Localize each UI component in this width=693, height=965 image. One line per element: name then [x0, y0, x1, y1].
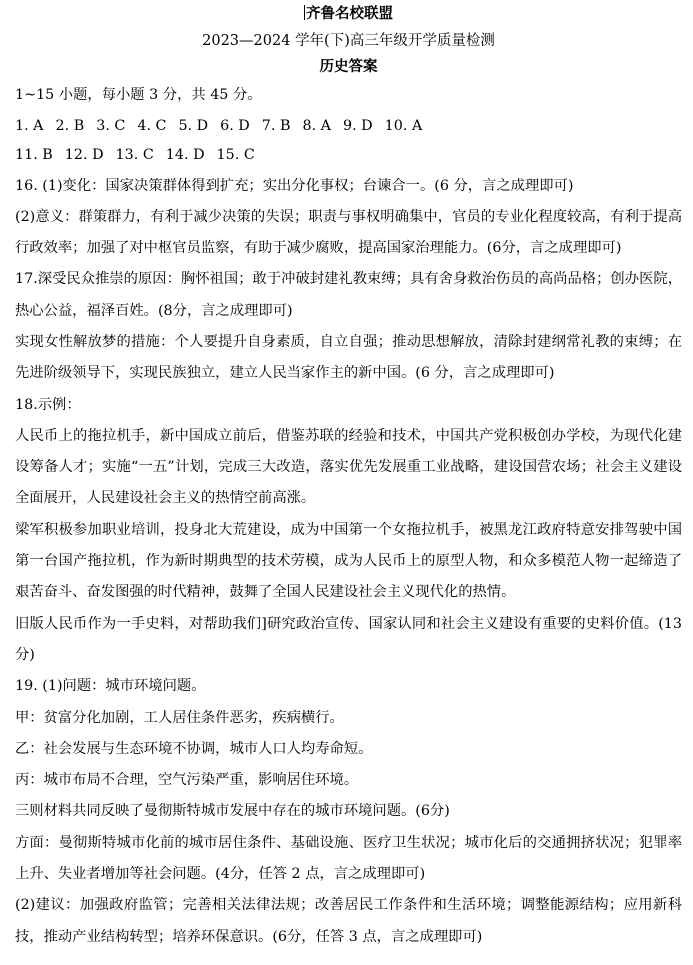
mc-answer: 1. A	[15, 117, 44, 134]
mc-answer: 10. A	[384, 117, 423, 134]
q18-paragraph-2: 梁军积极参加职业培训，投身北大荒建设，成为中国第一个女拖拉机手，被黑龙江政府特意安排驾驶中国第一台国产拖拉机，作为新时期典型的技术劳模，成为人民币上的原型人物，和众多模范人物一起缔造了艰苦奋斗、奋发图强的时代精神，鼓舞了全国人民建设社会主义现代化的热情。	[15, 521, 682, 601]
mc-answer: 13. C	[115, 147, 154, 163]
mc-answer: 11. B	[15, 147, 53, 163]
q18-paragraph-3: 旧版人民币作为一手史料，对帮助我们]研究政治宣传、国家认同和社会主义建设有重要的史料价值。(13分)	[15, 615, 682, 663]
q19-yi: 乙：社会发展与生态环境不协调，城市人口人均寿命短。	[15, 740, 373, 757]
q19-part2: (2)建议：加强政府监管；完善相关法律法规；改善居民工作条件和生活环境；调整能源结构；应用新科技，推动产业结构转型；培养环保意识。(6分，任答 3 点，言之成理即可)	[15, 897, 682, 945]
mc-answer: 7. B	[261, 117, 291, 134]
mc-answer: 14. D	[165, 147, 205, 163]
mc-answer: 3. C	[96, 117, 126, 134]
exam-title: 2023—2024 学年(下)高三年级开学质量检测	[202, 33, 495, 49]
q16-part2: (2)意义：群策群力，有利于减少决策的失误；职责与事权明确集中，官员的专业化程度较高，有利于提高行政效率；加强了对中枢官员监察，有助于减少腐败，提高国家治理能力。(6分，言之成理即可)	[15, 208, 682, 257]
subject-title: 历史答案	[319, 58, 378, 75]
mc-intro: 1~15 小题，每小题 3 分，共 45 分。	[15, 87, 262, 103]
q17-part2: 实现女性解放梦的措施：个人要提升自身素质，自立自强；推动思想解放，清除封建纲常礼教的束缚；在先进阶级领导下，实现民族独立，建立人民当家作主的新中国。(6 分，言之成理即可)	[15, 333, 682, 382]
mc-answer: 12. D	[64, 147, 104, 163]
mc-answer: 15. C	[216, 147, 255, 163]
mc-answer: 2. B	[55, 117, 85, 134]
q18-paragraph-1: 人民币上的拖拉机手，新中国成立前后，借鉴苏联的经验和技术，中国共产党积极创办学校，为现代化建设筹备人才；实施“一五”计划，完成三大改造，落实优先发展重工业战略，建设国营农场；社会主义建设全面展开，人民建设社会主义的热情空前高涨。	[15, 427, 682, 507]
q19-summary: 三则材料共同反映了曼彻斯特城市发展中存在的城市环境问题。(6分)	[15, 803, 450, 820]
mc-answer: 9. D	[343, 117, 373, 134]
q16-part1: 16. (1)变化：国家决策群体得到扩充；实出分化事权；台谏合一。(6 分，言之成理即可)	[15, 177, 574, 194]
mc-answer: 5. D	[178, 117, 209, 134]
mc-answer: 6. D	[220, 117, 250, 134]
q19-aspects: 方面：曼彻斯特城市化前的城市居住条件、基础设施、医疗卫生状况；城市化后的交通拥挤状况；犯罪率上升、失业者增加等社会问题。(4分，任答 2 点，言之成理即可)	[15, 834, 682, 883]
mc-answer: 8. A	[302, 117, 331, 134]
q19-bing: 丙：城市布局不合理，空气污染严重，影响居住环境。	[15, 772, 359, 789]
q17-part1: 17.深受民众推崇的原因：胸怀祖国；敢于冲破封建礼教束缚；具有舍身救治伤员的高尚品格；创办医院，热心公益，福泽百姓。(8分，言之成理即可)	[15, 271, 682, 319]
text-cursor	[304, 5, 305, 20]
q18-title: 18.示例：	[15, 396, 81, 413]
mc-row-1	[15, 112, 682, 143]
org-title-text: 齐鲁名校联盟	[306, 5, 393, 22]
q19-jia: 甲：贫富分化加剧，工人居住条件恶劣，疾病横行。	[15, 709, 344, 726]
org-title	[15, 0, 682, 32]
mc-answer: 4. C	[137, 117, 167, 134]
q19-part1: 19. (1)问题：城市环境问题。	[15, 678, 206, 695]
mc-row-2	[15, 142, 682, 172]
